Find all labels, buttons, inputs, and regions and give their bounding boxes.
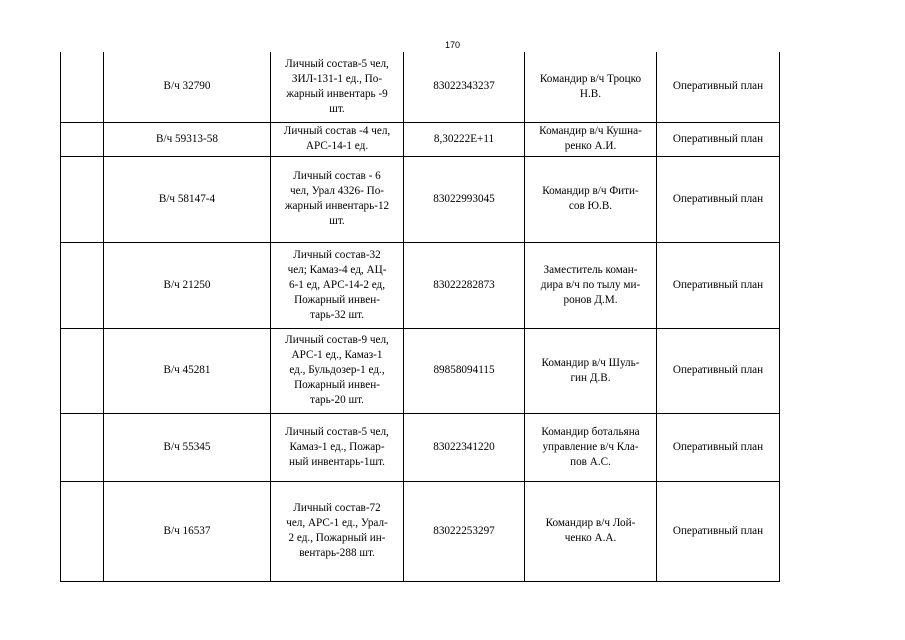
row-index-cell bbox=[61, 242, 104, 328]
phone-cell: 89858094115 bbox=[404, 328, 525, 413]
forces-cell: Личный состав -4 чел, АРС-14-1 ед. bbox=[271, 122, 404, 156]
plan-cell: Оперативный план bbox=[657, 156, 780, 242]
plan-cell: Оперативный план bbox=[657, 328, 780, 413]
table-row bbox=[61, 122, 780, 156]
resources-table bbox=[60, 52, 780, 582]
table-row bbox=[61, 481, 780, 581]
forces-cell: Личный состав - 6 чел, Урал 4326- По- жарный инвентарь-12 шт. bbox=[271, 156, 404, 242]
table-row bbox=[61, 242, 780, 328]
table-row bbox=[61, 328, 780, 413]
unit-cell: В/ч 32790 bbox=[104, 52, 271, 122]
commander-cell: Заместитель коман- дира в/ч по тылу ми- ронов Д.М. bbox=[525, 242, 657, 328]
commander-cell: Командир ботальяна управление в/ч Кла- пов А.С. bbox=[525, 413, 657, 481]
commander-cell: Командир в/ч Троцко Н.В. bbox=[525, 52, 657, 122]
page-number: 170 bbox=[444, 40, 461, 50]
table-row bbox=[61, 413, 780, 481]
plan-cell: Оперативный план bbox=[657, 122, 780, 156]
unit-cell: В/ч 45281 bbox=[104, 328, 271, 413]
forces-cell: Личный состав-72 чел, АРС-1 ед., Урал- 2 ед., Пожарный ин- вентарь-288 шт. bbox=[271, 481, 404, 581]
phone-cell: 83022253297 bbox=[404, 481, 525, 581]
row-index-cell bbox=[61, 328, 104, 413]
phone-cell: 83022341220 bbox=[404, 413, 525, 481]
plan-cell: Оперативный план bbox=[657, 52, 780, 122]
commander-cell: Командир в/ч Фити- сов Ю.В. bbox=[525, 156, 657, 242]
unit-cell: В/ч 58147-4 bbox=[104, 156, 271, 242]
row-index-cell bbox=[61, 156, 104, 242]
plan-cell: Оперативный план bbox=[657, 242, 780, 328]
commander-cell: Командир в/ч Лой- ченко А.А. bbox=[525, 481, 657, 581]
plan-cell: Оперативный план bbox=[657, 481, 780, 581]
unit-cell: В/ч 16537 bbox=[104, 481, 271, 581]
plan-cell: Оперативный план bbox=[657, 413, 780, 481]
row-index-cell bbox=[61, 122, 104, 156]
forces-cell: Личный состав-9 чел, АРС-1 ед., Камаз-1 ед., Бульдозер-1 ед., Пожарный инвен- тарь-20 шт. bbox=[271, 328, 404, 413]
phone-cell: 83022993045 bbox=[404, 156, 525, 242]
forces-cell: Личный состав-32 чел; Камаз-4 ед, АЦ- 6-1 ед, АРС-14-2 ед, Пожарный инвен- тарь-32 шт. bbox=[271, 242, 404, 328]
row-index-cell bbox=[61, 52, 104, 122]
unit-cell: В/ч 59313-58 bbox=[104, 122, 271, 156]
unit-cell: В/ч 55345 bbox=[104, 413, 271, 481]
phone-cell: 83022282873 bbox=[404, 242, 525, 328]
row-index-cell bbox=[61, 413, 104, 481]
commander-cell: Командир в/ч Кушна- ренко А.И. bbox=[525, 122, 657, 156]
table-row bbox=[61, 156, 780, 242]
commander-cell: Командир в/ч Шуль- гин Д.В. bbox=[525, 328, 657, 413]
phone-cell: 8,30222E+11 bbox=[404, 122, 525, 156]
unit-cell: В/ч 21250 bbox=[104, 242, 271, 328]
forces-cell: Личный состав-5 чел, ЗИЛ-131-1 ед., По- жарный инвентарь -9 шт. bbox=[271, 52, 404, 122]
table-row bbox=[61, 52, 780, 122]
row-index-cell bbox=[61, 481, 104, 581]
forces-cell: Личный состав-5 чел, Камаз-1 ед., Пожар- ный инвентарь-1шт. bbox=[271, 413, 404, 481]
phone-cell: 83022343237 bbox=[404, 52, 525, 122]
